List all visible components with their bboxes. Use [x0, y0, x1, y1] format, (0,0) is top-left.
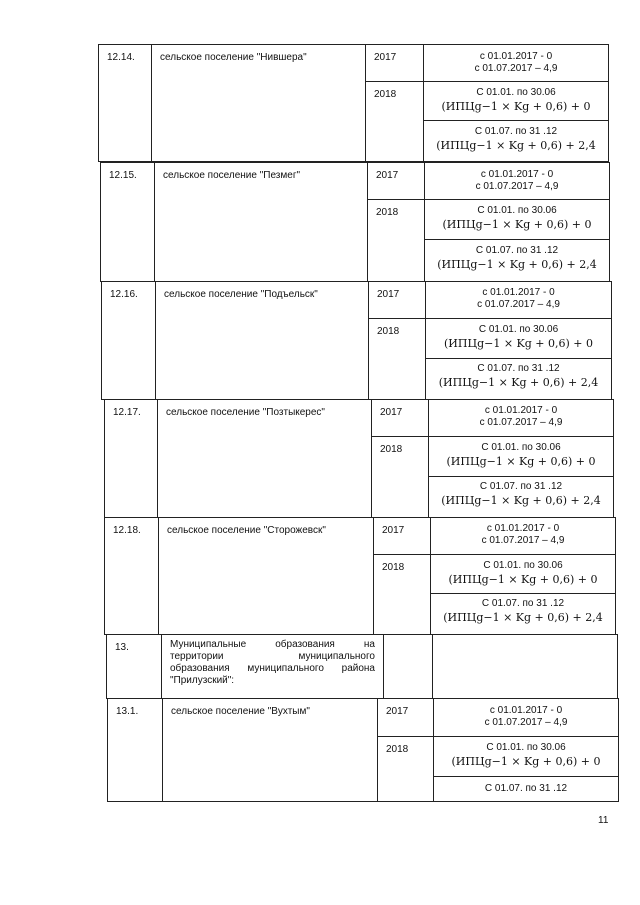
value-2017	[428, 399, 614, 437]
value-2017-line1: с 01.01.2017 - 0	[482, 287, 555, 298]
section-title-line: территории муниципального	[170, 651, 375, 662]
value-2017-line2: с 01.07.2017 – 4,9	[475, 181, 559, 192]
value-2017-line1: с 01.01.2017 - 0	[489, 705, 563, 716]
formula: (ИПЦg−1 × Kg + 0,6) + 0	[448, 573, 598, 586]
period-label: С 01.01. по 30.06	[478, 324, 559, 335]
formula-first-half	[424, 199, 610, 240]
year-2018: 2018	[368, 318, 426, 400]
year-2017: 2017	[367, 162, 425, 200]
row-number: 12.16.	[101, 281, 156, 400]
section-title-line: "Прилузский":	[170, 675, 235, 686]
formula: (ИПЦg−1 × Kg + 0,6) + 0	[446, 455, 596, 468]
empty-cell	[432, 634, 618, 699]
year-2018: 2018	[367, 199, 425, 282]
section-number: 13.	[106, 634, 162, 699]
row-number: 12.15.	[100, 162, 155, 282]
period-label: С 01.01. по 30.06	[483, 560, 563, 571]
settlement-name: сельское поселение "Подъельск"	[155, 281, 369, 400]
period-label: С 01.01. по 30.06	[476, 87, 556, 98]
formula-second-half	[433, 776, 619, 802]
formula-first-half	[433, 736, 619, 777]
year-2017: 2017	[368, 281, 426, 319]
empty-cell	[383, 634, 433, 699]
value-2017	[425, 281, 612, 319]
year-2018: 2018	[371, 436, 429, 518]
settlement-name: сельское поселение "Позтыкерес"	[157, 399, 372, 518]
period-label: С 01.07. по 31 .12	[479, 481, 563, 492]
row-number: 12.17.	[104, 399, 158, 518]
row-number: 12.18.	[104, 517, 159, 635]
settlement-name: сельское поселение "Нившера"	[151, 44, 366, 162]
formula: (ИПЦg−1 × Kg + 0,6) + 0	[444, 337, 593, 350]
year-2018: 2018	[377, 736, 434, 802]
formula-first-half	[428, 436, 614, 477]
period-label: С 01.07. по 31 .12	[475, 245, 559, 256]
row-number: 12.14.	[98, 44, 152, 162]
value-2017	[423, 44, 609, 82]
formula: (ИПЦg−1 × Kg + 0,6) + 2,4	[443, 611, 603, 624]
formula-second-half	[425, 358, 612, 400]
value-2017-line1: с 01.01.2017 - 0	[484, 405, 558, 416]
period-label: С 01.01. по 30.06	[477, 205, 557, 216]
formula-first-half	[423, 81, 609, 121]
section-title	[161, 634, 384, 699]
year-2018: 2018	[373, 554, 431, 635]
row-number: 13.1.	[107, 698, 163, 802]
value-2017-line2: с 01.07.2017 – 4,9	[481, 535, 565, 546]
settlement-name: сельское поселение "Пезмег"	[154, 162, 368, 282]
page-number: 11	[598, 815, 609, 826]
formula: (ИПЦg−1 × Kg + 0,6) + 0	[451, 755, 601, 768]
section-title-line: образования муниципального района	[170, 663, 375, 674]
formula: (ИПЦg−1 × Kg + 0,6) + 0	[441, 100, 591, 113]
year-2018: 2018	[365, 81, 424, 162]
settlement-name: сельское поселение "Сторожевск"	[158, 517, 374, 635]
period-label: С 01.07. по 31 .12	[474, 126, 558, 137]
formula-second-half	[428, 476, 614, 518]
formula: (ИПЦg−1 × Kg + 0,6) + 2,4	[438, 376, 599, 389]
formula: (ИПЦg−1 × Kg + 0,6) + 2,4	[436, 139, 596, 152]
year-2017: 2017	[365, 44, 424, 82]
period-label: С 01.01. по 30.06	[486, 742, 566, 753]
period-label: С 01.01. по 30.06	[481, 442, 561, 453]
year-2017: 2017	[371, 399, 429, 437]
value-2017	[433, 698, 619, 737]
value-2017-line1: с 01.01.2017 - 0	[479, 51, 553, 62]
value-2017-line2: с 01.07.2017 – 4,9	[477, 299, 560, 310]
formula-first-half	[430, 554, 616, 594]
year-2017: 2017	[373, 517, 431, 555]
value-2017	[424, 162, 610, 200]
period-label: С 01.07. по 31 .12	[477, 363, 560, 374]
formula-first-half	[425, 318, 612, 359]
value-2017	[430, 517, 616, 555]
value-2017-line2: с 01.07.2017 – 4,9	[479, 417, 563, 428]
settlement-name: сельское поселение "Вухтым"	[162, 698, 378, 802]
year-2017: 2017	[377, 698, 434, 737]
formula-second-half	[423, 120, 609, 162]
formula: (ИПЦg−1 × Kg + 0,6) + 2,4	[437, 258, 597, 271]
period-label: С 01.07. по 31 .12	[484, 783, 568, 794]
formula-second-half	[424, 239, 610, 282]
formula: (ИПЦg−1 × Kg + 0,6) + 0	[442, 218, 592, 231]
value-2017-line1: с 01.01.2017 - 0	[480, 169, 554, 180]
section-title-line: Муниципальные образования на	[170, 639, 375, 650]
value-2017-line2: с 01.07.2017 – 4,9	[484, 717, 568, 728]
value-2017-line2: с 01.07.2017 – 4,9	[474, 63, 558, 74]
value-2017-line1: с 01.01.2017 - 0	[486, 523, 560, 534]
formula-second-half	[430, 593, 616, 635]
formula: (ИПЦg−1 × Kg + 0,6) + 2,4	[441, 494, 601, 507]
period-label: С 01.07. по 31 .12	[481, 598, 565, 609]
